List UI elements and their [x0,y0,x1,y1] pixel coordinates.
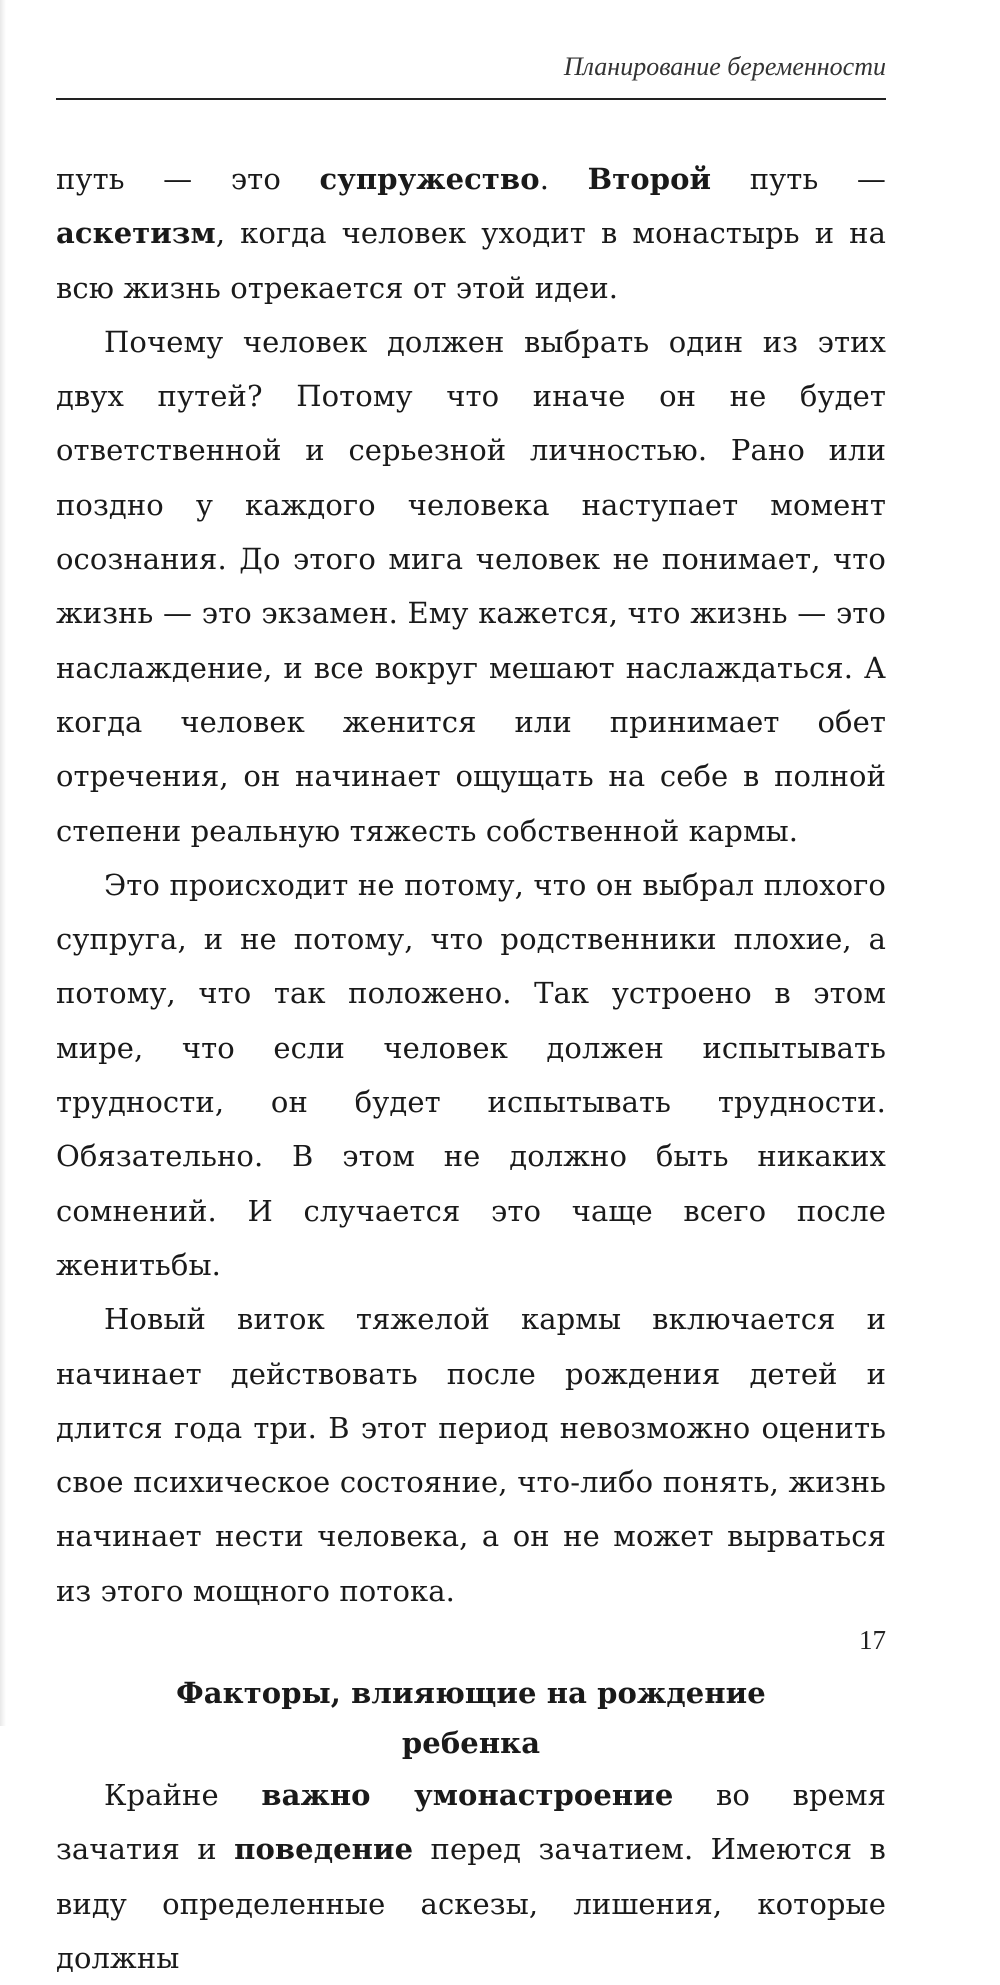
paragraph-5 [56,1768,886,1985]
running-head: Планирование беременности [563,52,886,81]
page-edge [0,0,6,1726]
body-text [56,152,886,1985]
section-heading: Факторы, влияющие на рождение ребенка [176,1676,766,1761]
paragraph-4: Новый виток тяжелой кармы включается и начинает действовать после рождения детей и длится года три. В этот период невозможно оценить свое психическое состояние, что-либо понять, жизнь начинает нести человека, а он не может вырваться из этого мощного потока. [56,1302,886,1608]
paragraph-1-text-1: путь — это [56,162,320,196]
paragraph-5-text-3: перед зачатием. Имеются в виду определенные аскезы, лишения, которые должны [56,1832,886,1975]
paragraph-5-bold-1: важно умонастроение [261,1778,674,1813]
paragraph-1 [56,152,886,315]
header-rule [56,98,886,100]
paragraph-5-bold-2: поведение [234,1832,414,1867]
paragraph-2: Почему человек должен выбрать один из этих двух путей? Потому что иначе он не будет ответственной и серьезной личностью. Рано или поздно у каждого человека наступает момент осознания. До этого мига человек не понимает, что жизнь — это экзамен. Ему кажется, что жизнь — это наслаждение, и все вокруг мешают наслаждаться. А когда человек женится или принимает обет отречения, он начинает ощущать на себе в полной степени реальную тяжесть собственной кармы. [56,324,886,848]
page-number: 17 [859,1625,886,1655]
paragraph-3: Это происходит не потому, что он выбрал плохого супруга, и не потому, что родственники плохие, а потому, что так положено. Так устроено в этом мире, что если человек должен испытывать трудности, он будет испытывать трудности. Обязательно. В этом не должно быть никаких сомнений. И случается это чаще всего после женитьбы. [56,867,886,1282]
paragraph-1-text-4: , когда человек уходит в монастырь и на всю жизнь отрекается от этой идеи. [56,216,886,305]
paragraph-1-text-2: . [539,162,588,196]
paragraph-5-text-1: Крайне [104,1778,262,1813]
paragraph-1-bold-3: аскетизм [56,216,216,251]
paragraph-1-text-3: путь — [711,162,886,196]
paragraph-1-bold-2: Второй [587,162,712,196]
paragraph-1-bold-1: супружество [319,162,540,196]
paragraph-5-text-2: во время зачатия и [56,1778,886,1867]
